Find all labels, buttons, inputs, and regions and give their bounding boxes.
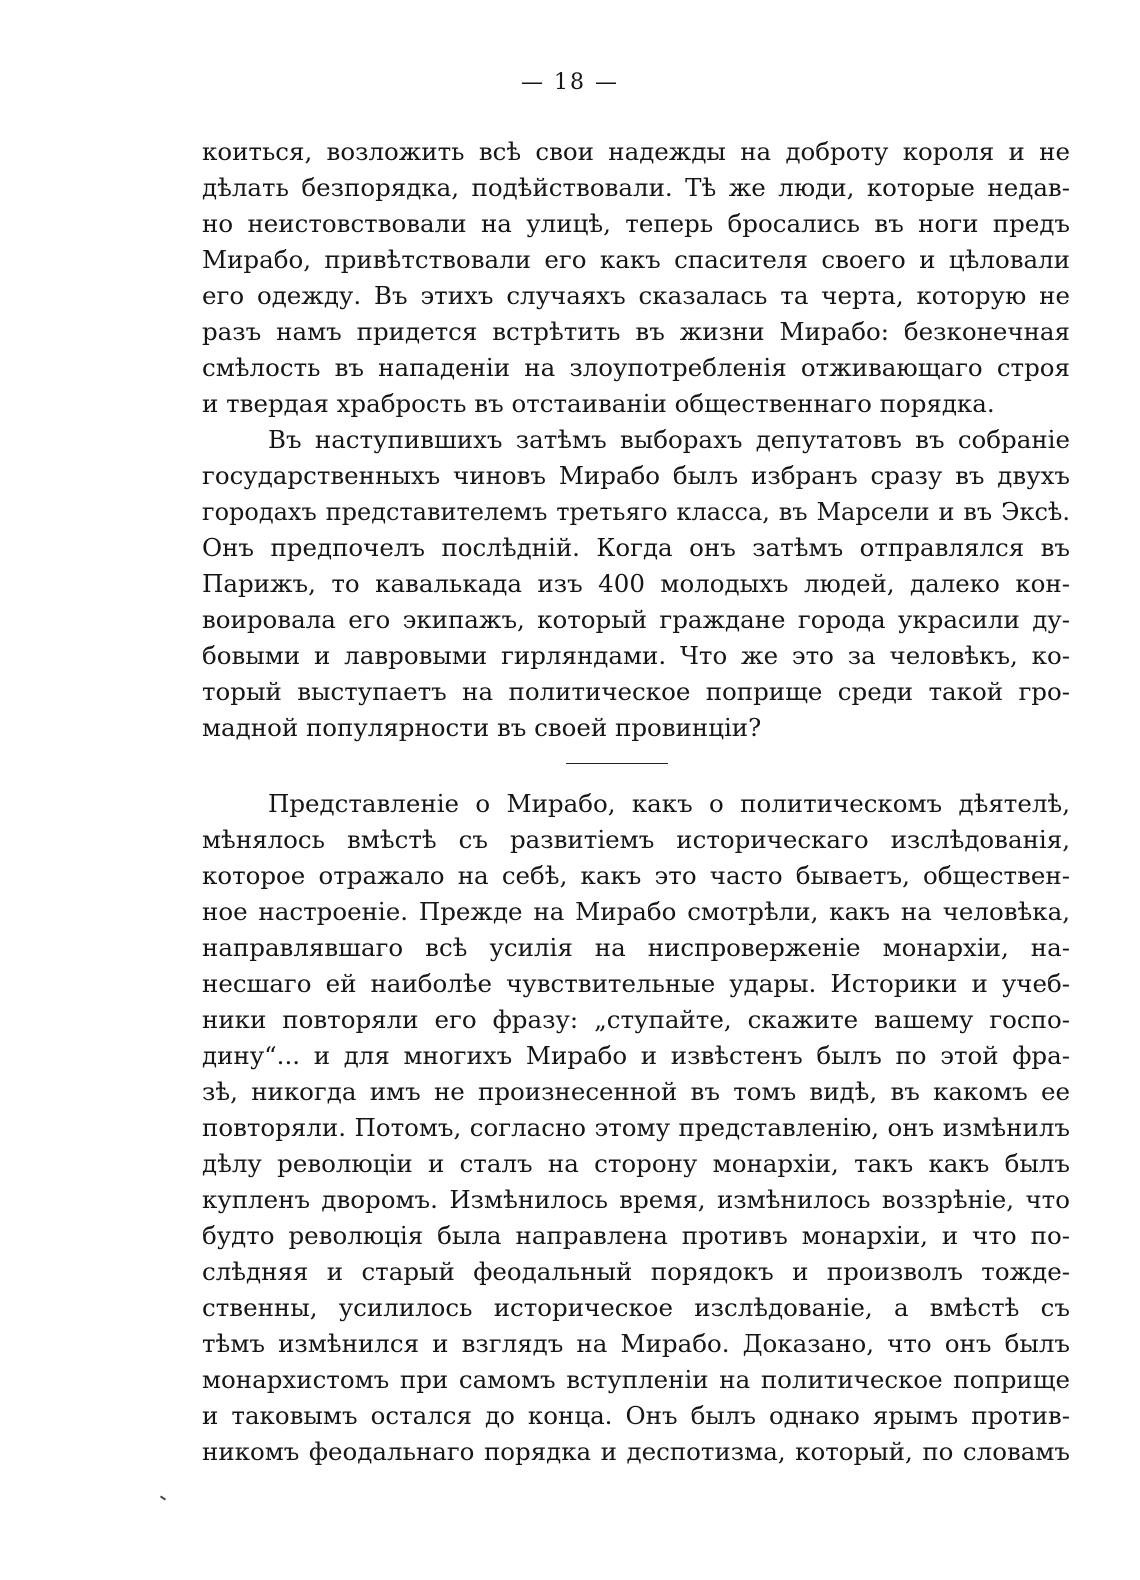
text-line: Мирабо, привѣтствовали его какъ спасителя своего и цѣловали <box>202 245 1070 274</box>
text-line: бовыми и лавровыми гирляндами. Что же это за человѣкъ, ко- <box>202 641 1070 670</box>
text-line: зѣ, никогда имъ не произнесенной въ томъ видѣ, въ какомъ ее <box>202 1077 1070 1106</box>
text-line: ное настроеніе. Прежде на Мирабо смотрѣли, какъ на человѣка, <box>202 897 1070 926</box>
text-line: и таковымъ остался до конца. Онъ былъ однако ярымъ против- <box>202 1401 1070 1430</box>
section-divider <box>566 763 668 764</box>
text-line: несшаго ей наиболѣе чувствительные удары. Историки и учеб- <box>202 969 1070 998</box>
text-line: городахъ представителемъ третьяго класса, въ Марсели и въ Эксѣ. <box>202 498 1070 526</box>
text-line: которое отражало на себѣ, какъ это часто бываетъ, обществен- <box>202 861 1070 890</box>
text-line: но неистовствовали на улицѣ, теперь бросались въ ноги предъ <box>202 209 1070 238</box>
text-line: и твердая храбрость въ отстаиваніи общественнаго порядка. <box>202 389 995 418</box>
text-line: ники повторяли его фразу: „ступайте, скажите вашему госпо- <box>202 1005 1070 1034</box>
text-line: мѣнялось вмѣстѣ съ развитіемъ историческаго изслѣдованія, <box>202 825 1070 854</box>
paragraph-first-line: Въ наступившихъ затѣмъ выборахъ депутатовъ въ собраніе <box>268 425 1070 454</box>
text-line: мадной популярности въ своей провинціи? <box>202 713 762 742</box>
scan-speck <box>160 1495 166 1500</box>
text-line: Парижъ, то кавалькада изъ 400 молодыхъ людей, далеко кон- <box>202 569 1070 598</box>
paragraph-first-line: Представленіе о Мирабо, какъ о политическомъ дѣятелѣ, <box>268 789 1070 818</box>
page-number: — 18 — <box>521 70 619 95</box>
text-line: монархистомъ при самомъ вступленіи на политическое поприще <box>202 1365 1070 1394</box>
text-line: коиться, возложить всѣ свои надежды на доброту короля и не <box>202 137 1070 166</box>
text-line: ственны, усилилось историческое изслѣдованіе, а вмѣстѣ съ <box>202 1293 1070 1322</box>
text-line: купленъ дворомъ. Измѣнилось время, измѣнилось воззрѣніе, что <box>202 1185 1070 1214</box>
text-line: Онъ предпочелъ послѣдній. Когда онъ затѣмъ отправлялся въ <box>202 533 1070 562</box>
text-line: смѣлость въ нападеніи на злоупотребленія отживающаго строя <box>202 353 1070 382</box>
text-line: направлявшаго всѣ усилія на ниспроверженіе монархіи, на- <box>202 933 1070 962</box>
text-line: торый выступаетъ на политическое поприще среди такой гро- <box>202 677 1070 706</box>
text-line: повторяли. Потомъ, согласно этому представленію, онъ измѣнилъ <box>202 1113 1070 1142</box>
text-line: его одежду. Въ этихъ случаяхъ сказалась та черта, которую не <box>202 281 1070 310</box>
text-line: дину“... и для многихъ Мирабо и извѣстенъ былъ по этой фра- <box>202 1041 1070 1070</box>
text-line: будто революція была направлена противъ монархіи, и что по- <box>202 1221 1070 1250</box>
text-line: дѣлу революціи и сталъ на сторону монархіи, такъ какъ былъ <box>202 1149 1070 1178</box>
text-line: воировала его экипажъ, который граждане города украсили ду- <box>202 605 1070 634</box>
text-line: дѣлать безпорядка, подѣйствовали. Тѣ же люди, которые недав- <box>202 173 1070 202</box>
text-line: разъ намъ придется встрѣтить въ жизни Мирабо: безконечная <box>202 317 1070 346</box>
text-line: слѣдняя и старый феодальный порядокъ и произволъ тожде- <box>202 1257 1070 1286</box>
text-line: государственныхъ чиновъ Мирабо былъ избранъ сразу въ двухъ <box>202 461 1070 490</box>
text-line: никомъ феодальнаго порядка и деспотизма, который, по словамъ <box>202 1437 1070 1466</box>
text-line: тѣмъ измѣнился и взглядъ на Мирабо. Доказано, что онъ былъ <box>202 1329 1070 1358</box>
